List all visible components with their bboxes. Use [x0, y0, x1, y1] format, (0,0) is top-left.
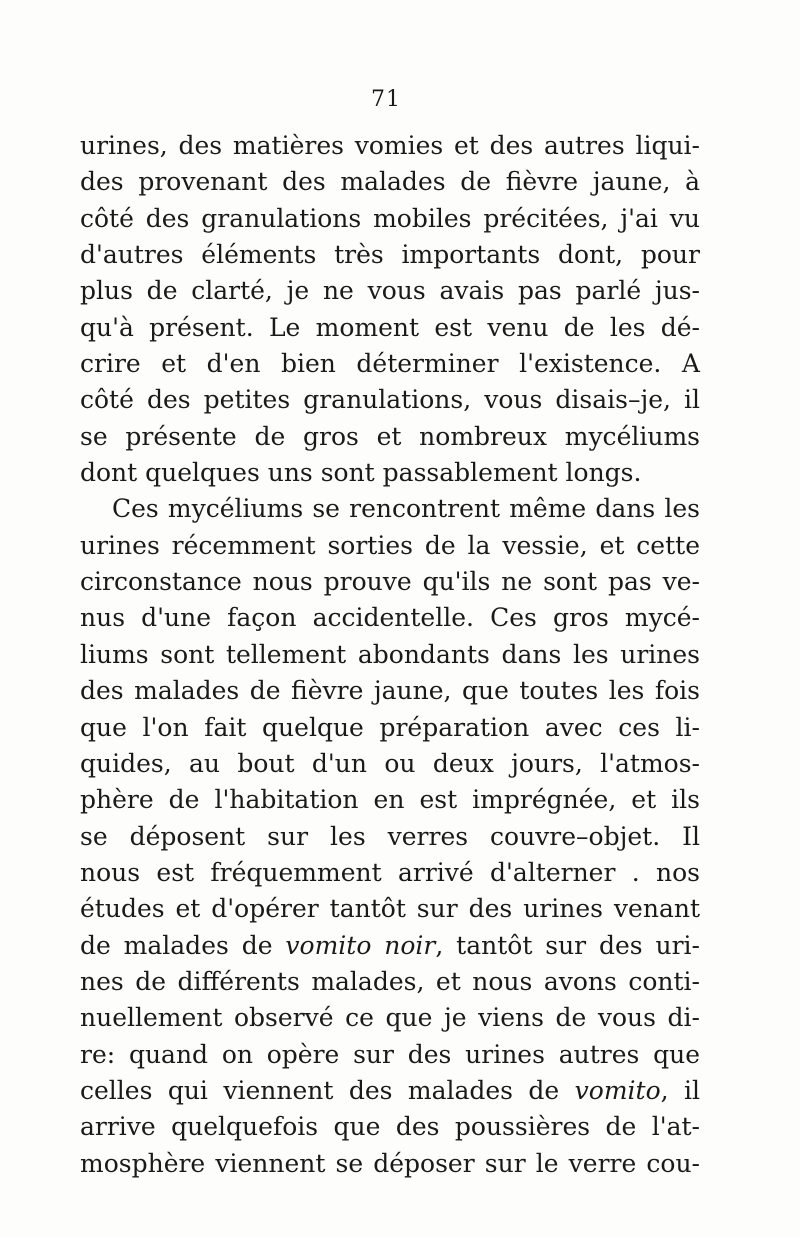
text-line: nes de différents malades, et nous avons conti- — [80, 966, 700, 996]
text-line: phère de l'habitation en est imprégnée, et ils — [80, 785, 700, 815]
text-line: circonstance nous prouve qu'ils ne sont pas ve- — [80, 567, 700, 597]
text-line: quides, au bout d'un ou deux jours, l'atmos- — [80, 748, 700, 778]
body-text — [80, 128, 700, 1182]
text-segment: de malades de — [80, 930, 273, 960]
text-line: côté des petites granulations, vous disais–je, il — [80, 385, 700, 415]
text-line: côté des granulations mobiles précitées, j'ai vu — [80, 203, 700, 233]
text-line: des malades de fièvre jaune, que toutes les fois — [80, 676, 700, 706]
paragraph-end-line: dont quelques uns sont passablement longs. — [80, 458, 642, 488]
text-segment: , tantôt sur des uri- — [435, 930, 700, 960]
text-line: liums sont tellement abondants dans les urines — [80, 639, 700, 669]
text-line-with-italic — [80, 1073, 700, 1109]
italic-term-vomito: vomito — [574, 1075, 661, 1105]
italic-term-vomito-noir: vomito noir — [285, 930, 436, 960]
text-line: plus de clarté, je ne vous avais pas parlé jus- — [80, 276, 700, 306]
text-line: nous est fréquemment arrivé d'alterner . nos — [80, 857, 700, 887]
text-line: qu'à présent. Le moment est venu de les dé- — [80, 312, 700, 342]
text-line: urines récemment sorties de la vessie, et cette — [80, 530, 700, 560]
text-segment: , il — [660, 1075, 700, 1105]
text-line: nus d'une façon accidentelle. Ces gros mycé- — [80, 603, 700, 633]
text-line: se déposent sur les verres couvre–objet. Il — [80, 821, 700, 851]
paragraph-start-line: Ces mycéliums se rencontrent même dans les — [112, 494, 700, 524]
text-line: re: quand on opère sur des urines autres que — [80, 1039, 700, 1069]
text-segment: celles qui viennent des malades de — [80, 1075, 560, 1105]
text-line: se présente de gros et nombreux mycéliums — [80, 421, 700, 451]
text-line: d'autres éléments très importants dont, pour — [80, 240, 700, 270]
page-number: 71 — [371, 87, 401, 112]
text-line: études et d'opérer tantôt sur des urines venant — [80, 894, 700, 924]
text-line-with-italic — [80, 928, 700, 964]
text-line: arrive quelquefois que des poussières de l'at- — [80, 1112, 700, 1142]
text-line: nuellement observé ce que je viens de vous di- — [80, 1003, 700, 1033]
text-line: des provenant des malades de fièvre jaune, à — [80, 167, 700, 197]
text-line: crire et d'en bien déterminer l'existence. A — [80, 349, 700, 379]
text-line: que l'on fait quelque préparation avec ces li- — [80, 712, 700, 742]
text-line: mosphère viennent se déposer sur le verre cou- — [80, 1148, 700, 1178]
text-line: urines, des matières vomies et des autres liqui- — [80, 131, 700, 160]
